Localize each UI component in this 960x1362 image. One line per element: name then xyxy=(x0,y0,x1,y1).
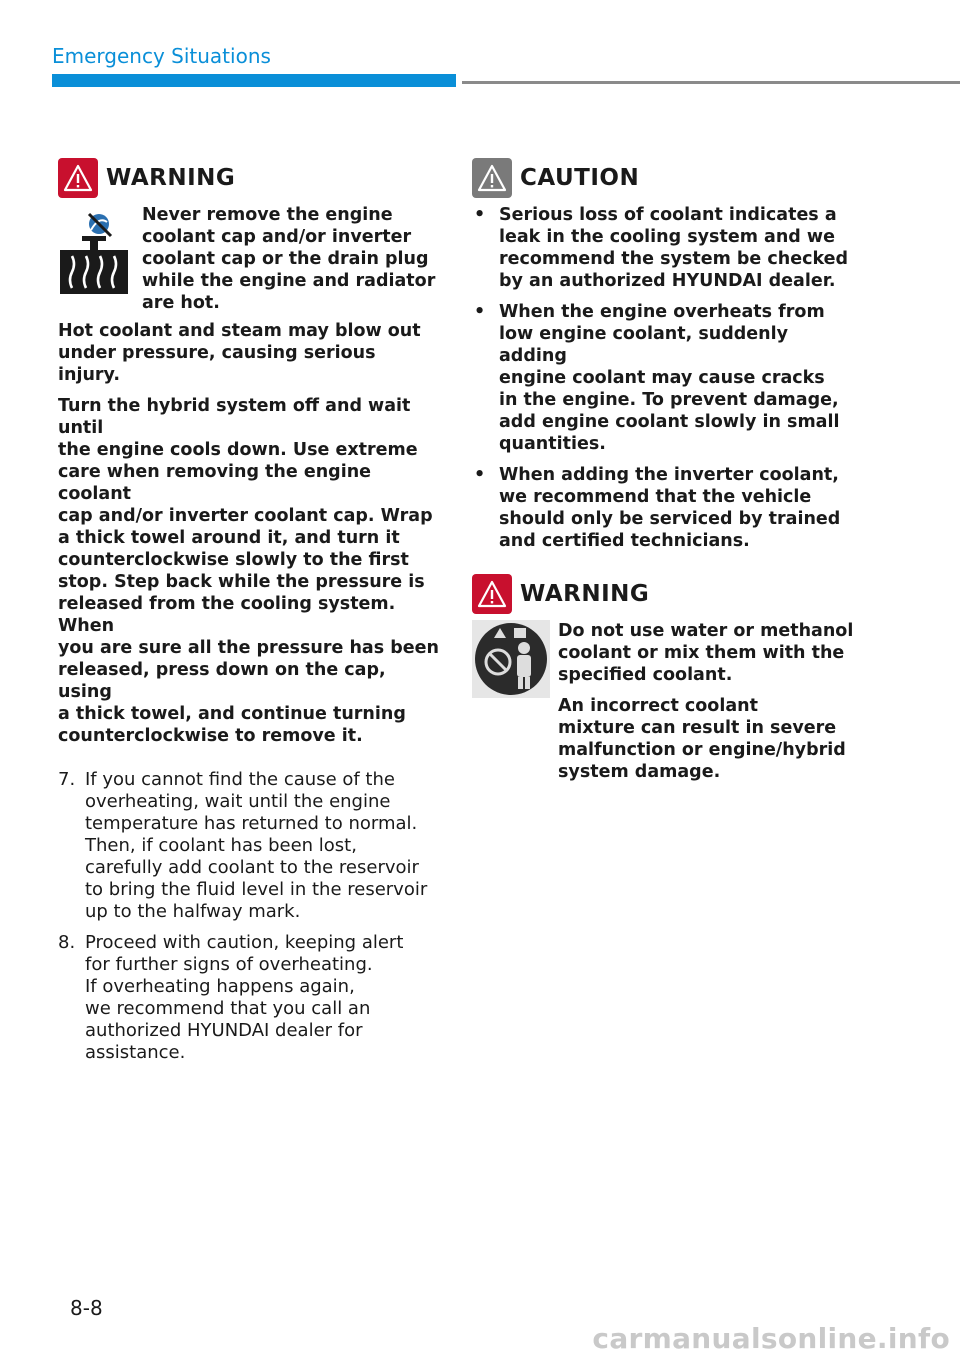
text-line: while the engine and radiator xyxy=(142,271,436,291)
text-line: and certified technicians. xyxy=(499,531,750,551)
text-line: Never remove the engine xyxy=(142,205,393,225)
text-line: • When the engine overheats from xyxy=(499,302,825,322)
text-line: released from the cooling system. When xyxy=(58,594,396,636)
list-item xyxy=(472,464,856,552)
warning-title: WARNING xyxy=(106,165,236,191)
warning-lead-row xyxy=(58,204,440,314)
text-line: authorized HYUNDAI dealer for xyxy=(85,1020,363,1041)
numbered-steps xyxy=(58,769,440,1064)
caution-title: CAUTION xyxy=(520,165,640,191)
text-line: low engine coolant, suddenly adding xyxy=(499,324,789,366)
text-line: specified coolant. xyxy=(558,665,733,685)
text-line: If you cannot find the cause of the xyxy=(85,769,395,790)
text-line: temperature has returned to normal. xyxy=(85,813,418,834)
text-line: coolant cap or the drain plug xyxy=(142,249,429,269)
text-line: carefully add coolant to the reservoir xyxy=(85,857,419,878)
text-line: add engine coolant slowly in small xyxy=(499,412,840,432)
warning-title: WARNING xyxy=(520,581,650,607)
text-line: coolant or mix them with the xyxy=(558,643,845,663)
list-item xyxy=(472,204,856,292)
text-line: a thick towel, and continue turning xyxy=(58,704,406,724)
text-line: mixture can result in severe xyxy=(558,718,837,738)
text-line: are hot. xyxy=(142,293,220,313)
text-line: a thick towel around it, and turn it xyxy=(58,528,400,548)
text-line: to bring the fluid level in the reservoir xyxy=(85,879,428,900)
text-line: stop. Step back while the pressure is xyxy=(58,572,425,592)
text-line: should only be serviced by trained xyxy=(499,509,841,529)
text-line: care when removing the engine coolant xyxy=(58,462,372,504)
caution-triangle-icon xyxy=(472,158,512,198)
text-line: by an authorized HYUNDAI dealer. xyxy=(499,271,836,291)
warning-lead-text xyxy=(558,620,856,783)
list-item xyxy=(58,769,440,923)
text-line: we recommend that you call an xyxy=(85,998,371,1019)
list-item xyxy=(472,301,856,455)
text-line: coolant cap and/or inverter xyxy=(142,227,412,247)
text-line: An incorrect coolant xyxy=(558,696,758,716)
text-line: malfunction or engine/hybrid xyxy=(558,740,846,760)
hot-coolant-cap-icon xyxy=(58,204,142,314)
warning-heading xyxy=(472,574,856,614)
text-line: Hot coolant and steam may blow out xyxy=(58,321,421,341)
text-line: counterclockwise to remove it. xyxy=(58,726,363,746)
warning-paragraph xyxy=(58,320,440,386)
warning-paragraph xyxy=(58,395,440,747)
step-number: 7. xyxy=(58,769,76,790)
section-title: Emergency Situations xyxy=(52,44,271,68)
caution-heading xyxy=(472,158,856,198)
warning-triangle-icon xyxy=(472,574,512,614)
warning-heading xyxy=(58,158,440,198)
text-line: system damage. xyxy=(558,762,721,782)
text-line: quantities. xyxy=(499,434,606,454)
step-text xyxy=(85,932,440,1064)
text-line: Turn the hybrid system off and wait until xyxy=(58,396,411,438)
text-line: • Serious loss of coolant indicates a xyxy=(499,205,837,225)
header-rule-gray xyxy=(462,81,960,84)
text-line: counterclockwise slowly to the first xyxy=(58,550,409,570)
text-line: released, press down on the cap, using xyxy=(58,660,386,702)
step-text xyxy=(85,769,440,923)
text-line: overheating, wait until the engine xyxy=(85,791,391,812)
text-line: you are sure all the pressure has been xyxy=(58,638,439,658)
list-item xyxy=(58,932,440,1064)
caution-list xyxy=(472,204,856,552)
watermark: carmanualsonline.info xyxy=(592,1322,950,1355)
warning-lead-row xyxy=(472,620,856,783)
left-column xyxy=(58,158,440,1073)
text-line: for further signs of overheating. xyxy=(85,954,373,975)
text-line: Then, if coolant has been lost, xyxy=(85,835,357,856)
text-line: under pressure, causing serious injury. xyxy=(58,343,376,385)
text-line: engine coolant may cause cracks xyxy=(499,368,825,388)
warning-triangle-icon xyxy=(58,158,98,198)
page-number: 8-8 xyxy=(70,1296,103,1320)
text-line: recommend the system be checked xyxy=(499,249,849,269)
text-line: Do not use water or methanol xyxy=(558,621,854,641)
header-rule-blue xyxy=(52,74,456,87)
text-line: If overheating happens again, xyxy=(85,976,355,997)
right-column xyxy=(472,158,856,789)
text-line: assistance. xyxy=(85,1042,186,1063)
text-line: • When adding the inverter coolant, xyxy=(499,465,839,485)
step-number: 8. xyxy=(58,932,76,953)
text-line: Proceed with caution, keeping alert xyxy=(85,932,404,953)
warning-lead-text xyxy=(142,204,440,314)
text-line: we recommend that the vehicle xyxy=(499,487,812,507)
certified-technician-icon xyxy=(472,620,558,783)
text-line: cap and/or inverter coolant cap. Wrap xyxy=(58,506,433,526)
text-line: in the engine. To prevent damage, xyxy=(499,390,839,410)
text-line: up to the halfway mark. xyxy=(85,901,301,922)
text-line: leak in the cooling system and we xyxy=(499,227,835,247)
text-line: the engine cools down. Use extreme xyxy=(58,440,418,460)
